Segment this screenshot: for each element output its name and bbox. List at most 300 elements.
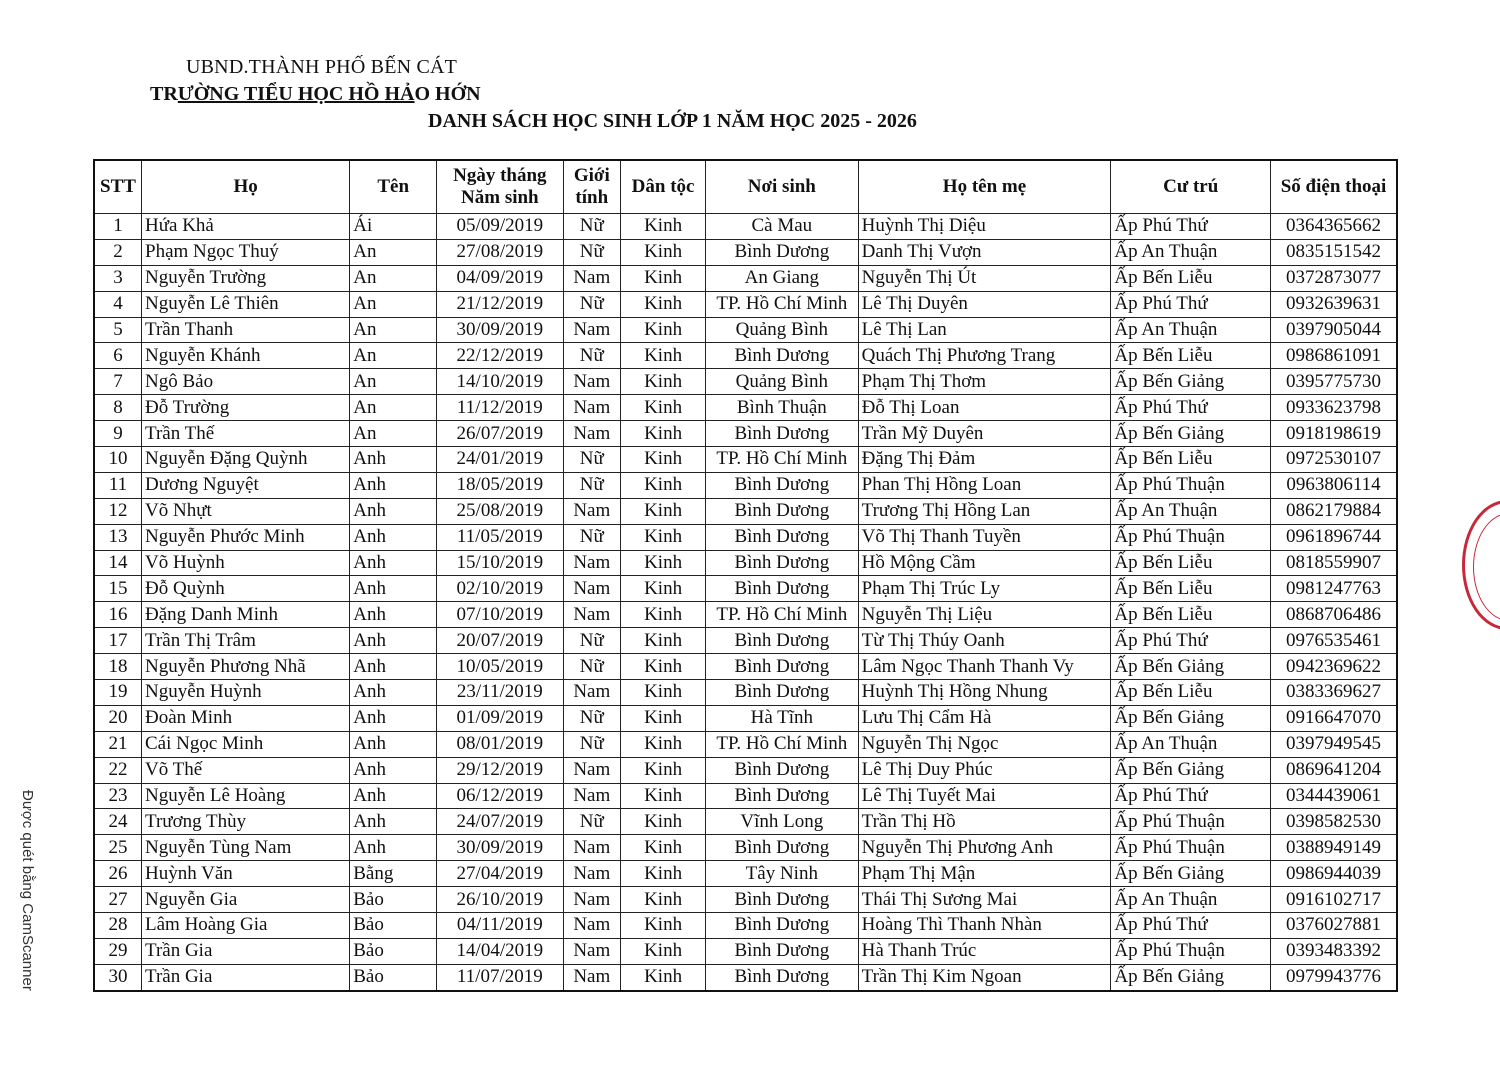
red-seal-inner-ring bbox=[1473, 513, 1500, 621]
cell-ngay-sinh: 10/05/2019 bbox=[437, 654, 563, 680]
table-header-row bbox=[94, 160, 1397, 214]
table-row bbox=[94, 757, 1397, 783]
table-row bbox=[94, 524, 1397, 550]
cell-noi-sinh: Bình Dương bbox=[706, 964, 859, 990]
cell-ho: Trần Thế bbox=[142, 421, 350, 447]
cell-ho-ten-me: Hà Thanh Trúc bbox=[858, 938, 1111, 964]
cell-cu-tru: Ấp Phú Thuận bbox=[1111, 835, 1271, 861]
cell-ngay-sinh: 30/09/2019 bbox=[437, 835, 563, 861]
cell-ho: Võ Thế bbox=[142, 757, 350, 783]
cell-gioi-tinh: Nữ bbox=[563, 291, 621, 317]
cell-gioi-tinh: Nữ bbox=[563, 731, 621, 757]
cell-cu-tru: Ấp Bến Liễu bbox=[1111, 550, 1271, 576]
cell-gioi-tinh: Nữ bbox=[563, 654, 621, 680]
cell-ngay-sinh: 05/09/2019 bbox=[437, 214, 563, 240]
table-row bbox=[94, 265, 1397, 291]
cell-gioi-tinh: Nam bbox=[563, 913, 621, 939]
table-row bbox=[94, 783, 1397, 809]
cell-noi-sinh: Bình Dương bbox=[706, 576, 859, 602]
cell-ngay-sinh: 24/07/2019 bbox=[437, 809, 563, 835]
cell-dan-toc: Kinh bbox=[621, 343, 706, 369]
cell-ho: Ngô Bảo bbox=[142, 369, 350, 395]
cell-sdt: 0397949545 bbox=[1271, 731, 1397, 757]
table-row bbox=[94, 654, 1397, 680]
cell-ngay-sinh: 26/07/2019 bbox=[437, 421, 563, 447]
col-header-ngay-sinh-line2: Năm sinh bbox=[461, 187, 539, 208]
cell-dan-toc: Kinh bbox=[621, 757, 706, 783]
cell-ten: Anh bbox=[350, 680, 437, 706]
cell-ngay-sinh: 30/09/2019 bbox=[437, 317, 563, 343]
cell-gioi-tinh: Nữ bbox=[563, 524, 621, 550]
cell-stt: 23 bbox=[94, 783, 142, 809]
cell-ho-ten-me: Lê Thị Duy Phúc bbox=[858, 757, 1111, 783]
cell-sdt: 0976535461 bbox=[1271, 628, 1397, 654]
table-row bbox=[94, 447, 1397, 473]
cell-noi-sinh: Cà Mau bbox=[706, 214, 859, 240]
cell-sdt: 0344439061 bbox=[1271, 783, 1397, 809]
cell-ten: Anh bbox=[350, 628, 437, 654]
cell-ten: Anh bbox=[350, 602, 437, 628]
cell-ten: An bbox=[350, 421, 437, 447]
cell-noi-sinh: Bình Dương bbox=[706, 628, 859, 654]
cell-noi-sinh: Bình Dương bbox=[706, 550, 859, 576]
cell-cu-tru: Ấp Bến Liễu bbox=[1111, 602, 1271, 628]
cell-stt: 26 bbox=[94, 861, 142, 887]
cell-ngay-sinh: 14/04/2019 bbox=[437, 938, 563, 964]
cell-cu-tru: Ấp Bến Liễu bbox=[1111, 343, 1271, 369]
table-row bbox=[94, 369, 1397, 395]
cell-noi-sinh: Bình Dương bbox=[706, 421, 859, 447]
cell-cu-tru: Ấp Bến Giảng bbox=[1111, 964, 1271, 990]
table-row bbox=[94, 680, 1397, 706]
cell-noi-sinh: TP. Hồ Chí Minh bbox=[706, 731, 859, 757]
table-row bbox=[94, 835, 1397, 861]
cell-ho: Võ Nhựt bbox=[142, 498, 350, 524]
cell-ho-ten-me: Phan Thị Hồng Loan bbox=[858, 472, 1111, 498]
cell-noi-sinh: Bình Dương bbox=[706, 239, 859, 265]
cell-gioi-tinh: Nam bbox=[563, 369, 621, 395]
cell-gioi-tinh: Nam bbox=[563, 757, 621, 783]
cell-ho: Dương Nguyệt bbox=[142, 472, 350, 498]
cell-sdt: 0388949149 bbox=[1271, 835, 1397, 861]
cell-ngay-sinh: 01/09/2019 bbox=[437, 705, 563, 731]
cell-dan-toc: Kinh bbox=[621, 317, 706, 343]
cell-stt: 12 bbox=[94, 498, 142, 524]
cell-gioi-tinh: Nam bbox=[563, 602, 621, 628]
table-row bbox=[94, 731, 1397, 757]
table-row bbox=[94, 291, 1397, 317]
cell-sdt: 0372873077 bbox=[1271, 265, 1397, 291]
cell-ho: Đỗ Trường bbox=[142, 395, 350, 421]
table-row bbox=[94, 395, 1397, 421]
cell-sdt: 0979943776 bbox=[1271, 964, 1397, 990]
cell-noi-sinh: Bình Dương bbox=[706, 835, 859, 861]
cell-cu-tru: Ấp An Thuận bbox=[1111, 887, 1271, 913]
col-header-cu-tru: Cư trú bbox=[1111, 160, 1271, 214]
col-header-ho: Họ bbox=[142, 160, 350, 214]
cell-cu-tru: Ấp Bến Giảng bbox=[1111, 654, 1271, 680]
col-header-gioi-tinh-line1: Giới bbox=[573, 165, 610, 186]
cell-cu-tru: Ấp Bến Giảng bbox=[1111, 421, 1271, 447]
cell-ngay-sinh: 18/05/2019 bbox=[437, 472, 563, 498]
cell-ngay-sinh: 22/12/2019 bbox=[437, 343, 563, 369]
cell-gioi-tinh: Nam bbox=[563, 317, 621, 343]
cell-dan-toc: Kinh bbox=[621, 783, 706, 809]
cell-ten: Ái bbox=[350, 214, 437, 240]
scanner-watermark: Được quét bằng CamScanner bbox=[19, 790, 36, 991]
table-row bbox=[94, 472, 1397, 498]
cell-sdt: 0398582530 bbox=[1271, 809, 1397, 835]
cell-dan-toc: Kinh bbox=[621, 472, 706, 498]
cell-ho: Nguyễn Lê Hoàng bbox=[142, 783, 350, 809]
cell-ngay-sinh: 26/10/2019 bbox=[437, 887, 563, 913]
col-header-ten: Tên bbox=[350, 160, 437, 214]
cell-ten: Anh bbox=[350, 705, 437, 731]
cell-cu-tru: Ấp Bến Liễu bbox=[1111, 576, 1271, 602]
cell-gioi-tinh: Nữ bbox=[563, 705, 621, 731]
cell-ho-ten-me: Huỳnh Thị Hồng Nhung bbox=[858, 680, 1111, 706]
cell-cu-tru: Ấp Bến Liễu bbox=[1111, 265, 1271, 291]
cell-ngay-sinh: 15/10/2019 bbox=[437, 550, 563, 576]
cell-ten: An bbox=[350, 369, 437, 395]
cell-cu-tru: Ấp An Thuận bbox=[1111, 498, 1271, 524]
table-row bbox=[94, 809, 1397, 835]
cell-sdt: 0916647070 bbox=[1271, 705, 1397, 731]
cell-ten: An bbox=[350, 291, 437, 317]
cell-dan-toc: Kinh bbox=[621, 265, 706, 291]
col-header-sdt: Số điện thoại bbox=[1271, 160, 1397, 214]
cell-ngay-sinh: 04/11/2019 bbox=[437, 913, 563, 939]
cell-sdt: 0395775730 bbox=[1271, 369, 1397, 395]
cell-ten: Anh bbox=[350, 498, 437, 524]
cell-sdt: 0383369627 bbox=[1271, 680, 1397, 706]
cell-ho-ten-me: Phạm Thị Trúc Ly bbox=[858, 576, 1111, 602]
cell-ho-ten-me: Danh Thị Vượn bbox=[858, 239, 1111, 265]
cell-ngay-sinh: 27/08/2019 bbox=[437, 239, 563, 265]
cell-ho: Nguyễn Phước Minh bbox=[142, 524, 350, 550]
cell-gioi-tinh: Nữ bbox=[563, 447, 621, 473]
cell-stt: 3 bbox=[94, 265, 142, 291]
cell-ho-ten-me: Nguyễn Thị Phương Anh bbox=[858, 835, 1111, 861]
cell-noi-sinh: Bình Dương bbox=[706, 343, 859, 369]
cell-cu-tru: Ấp Bến Giảng bbox=[1111, 705, 1271, 731]
cell-cu-tru: Ấp An Thuận bbox=[1111, 239, 1271, 265]
cell-ten: Bằng bbox=[350, 861, 437, 887]
cell-ho: Nguyễn Lê Thiên bbox=[142, 291, 350, 317]
cell-ten: Anh bbox=[350, 757, 437, 783]
cell-gioi-tinh: Nam bbox=[563, 421, 621, 447]
cell-ten: An bbox=[350, 343, 437, 369]
table-row bbox=[94, 861, 1397, 887]
cell-ho-ten-me: Lê Thị Duyên bbox=[858, 291, 1111, 317]
cell-noi-sinh: TP. Hồ Chí Minh bbox=[706, 447, 859, 473]
cell-gioi-tinh: Nam bbox=[563, 887, 621, 913]
table-row bbox=[94, 214, 1397, 240]
table-row bbox=[94, 239, 1397, 265]
cell-sdt: 0961896744 bbox=[1271, 524, 1397, 550]
cell-ho-ten-me: Đặng Thị Đảm bbox=[858, 447, 1111, 473]
cell-sdt: 0932639631 bbox=[1271, 291, 1397, 317]
cell-gioi-tinh: Nam bbox=[563, 964, 621, 990]
cell-ten: Bảo bbox=[350, 913, 437, 939]
cell-noi-sinh: Bình Dương bbox=[706, 680, 859, 706]
cell-noi-sinh: Quảng Bình bbox=[706, 317, 859, 343]
table-row bbox=[94, 887, 1397, 913]
cell-dan-toc: Kinh bbox=[621, 680, 706, 706]
cell-dan-toc: Kinh bbox=[621, 861, 706, 887]
cell-dan-toc: Kinh bbox=[621, 421, 706, 447]
cell-ngay-sinh: 14/10/2019 bbox=[437, 369, 563, 395]
cell-cu-tru: Ấp An Thuận bbox=[1111, 731, 1271, 757]
cell-gioi-tinh: Nữ bbox=[563, 809, 621, 835]
cell-ho: Đặng Danh Minh bbox=[142, 602, 350, 628]
table-row bbox=[94, 421, 1397, 447]
cell-stt: 9 bbox=[94, 421, 142, 447]
cell-ten: Anh bbox=[350, 472, 437, 498]
col-header-ho-ten-me: Họ tên mẹ bbox=[858, 160, 1111, 214]
cell-dan-toc: Kinh bbox=[621, 239, 706, 265]
cell-gioi-tinh: Nữ bbox=[563, 472, 621, 498]
cell-stt: 1 bbox=[94, 214, 142, 240]
table-row bbox=[94, 550, 1397, 576]
cell-noi-sinh: TP. Hồ Chí Minh bbox=[706, 291, 859, 317]
cell-dan-toc: Kinh bbox=[621, 550, 706, 576]
cell-stt: 29 bbox=[94, 938, 142, 964]
cell-ten: Anh bbox=[350, 809, 437, 835]
cell-ho-ten-me: Phạm Thị Mận bbox=[858, 861, 1111, 887]
cell-ho-ten-me: Nguyễn Thị Ngọc bbox=[858, 731, 1111, 757]
table-row bbox=[94, 938, 1397, 964]
cell-ten: Bảo bbox=[350, 887, 437, 913]
table-row bbox=[94, 628, 1397, 654]
cell-noi-sinh: Bình Dương bbox=[706, 913, 859, 939]
cell-stt: 7 bbox=[94, 369, 142, 395]
cell-ten: An bbox=[350, 395, 437, 421]
cell-stt: 2 bbox=[94, 239, 142, 265]
student-list-table bbox=[93, 159, 1398, 992]
cell-ho: Nguyễn Đặng Quỳnh bbox=[142, 447, 350, 473]
cell-ngay-sinh: 21/12/2019 bbox=[437, 291, 563, 317]
cell-ten: Bảo bbox=[350, 938, 437, 964]
cell-cu-tru: Ấp Bến Giảng bbox=[1111, 757, 1271, 783]
cell-gioi-tinh: Nam bbox=[563, 938, 621, 964]
cell-cu-tru: Ấp Phú Thứ bbox=[1111, 214, 1271, 240]
col-header-gioi-tinh bbox=[563, 160, 621, 214]
cell-cu-tru: Ấp Phú Thứ bbox=[1111, 913, 1271, 939]
cell-dan-toc: Kinh bbox=[621, 602, 706, 628]
school-name bbox=[150, 83, 481, 106]
student-rows bbox=[94, 214, 1397, 991]
cell-sdt: 0376027881 bbox=[1271, 913, 1397, 939]
cell-cu-tru: Ấp Bến Giảng bbox=[1111, 369, 1271, 395]
cell-stt: 16 bbox=[94, 602, 142, 628]
cell-gioi-tinh: Nam bbox=[563, 783, 621, 809]
cell-sdt: 0963806114 bbox=[1271, 472, 1397, 498]
table-row bbox=[94, 913, 1397, 939]
col-header-dan-toc: Dân tộc bbox=[621, 160, 706, 214]
document-title: DANH SÁCH HỌC SINH LỚP 1 NĂM HỌC 2025 - 2026 bbox=[428, 110, 917, 132]
cell-cu-tru: Ấp Bến Liễu bbox=[1111, 680, 1271, 706]
cell-dan-toc: Kinh bbox=[621, 835, 706, 861]
cell-ten: Bảo bbox=[350, 964, 437, 990]
cell-stt: 18 bbox=[94, 654, 142, 680]
cell-ho-ten-me: Trần Thị Hồ bbox=[858, 809, 1111, 835]
col-header-ngay-sinh-line1: Ngày tháng bbox=[453, 165, 547, 186]
cell-sdt: 0364365662 bbox=[1271, 214, 1397, 240]
cell-noi-sinh: Bình Dương bbox=[706, 757, 859, 783]
cell-ho: Nguyễn Gia bbox=[142, 887, 350, 913]
cell-sdt: 0862179884 bbox=[1271, 498, 1397, 524]
school-name-underlined: ƯỜNG TIỂU HỌC HỒ HẢ bbox=[177, 83, 415, 105]
cell-sdt: 0869641204 bbox=[1271, 757, 1397, 783]
cell-ho-ten-me: Võ Thị Thanh Tuyền bbox=[858, 524, 1111, 550]
cell-ho: Nguyễn Trường bbox=[142, 265, 350, 291]
cell-stt: 6 bbox=[94, 343, 142, 369]
cell-ho: Lâm Hoàng Gia bbox=[142, 913, 350, 939]
cell-ngay-sinh: 25/08/2019 bbox=[437, 498, 563, 524]
cell-ten: Anh bbox=[350, 576, 437, 602]
cell-ho: Nguyễn Phương Nhã bbox=[142, 654, 350, 680]
col-header-ngay-sinh bbox=[437, 160, 563, 214]
cell-sdt: 0393483392 bbox=[1271, 938, 1397, 964]
cell-sdt: 0918198619 bbox=[1271, 421, 1397, 447]
cell-ho: Cái Ngọc Minh bbox=[142, 731, 350, 757]
table-row bbox=[94, 343, 1397, 369]
cell-cu-tru: Ấp An Thuận bbox=[1111, 317, 1271, 343]
cell-stt: 21 bbox=[94, 731, 142, 757]
cell-gioi-tinh: Nữ bbox=[563, 239, 621, 265]
cell-noi-sinh: An Giang bbox=[706, 265, 859, 291]
cell-stt: 24 bbox=[94, 809, 142, 835]
cell-stt: 17 bbox=[94, 628, 142, 654]
cell-dan-toc: Kinh bbox=[621, 938, 706, 964]
cell-noi-sinh: Tây Ninh bbox=[706, 861, 859, 887]
cell-ngay-sinh: 04/09/2019 bbox=[437, 265, 563, 291]
cell-noi-sinh: Bình Dương bbox=[706, 887, 859, 913]
cell-cu-tru: Ấp Bến Giảng bbox=[1111, 861, 1271, 887]
cell-sdt: 0981247763 bbox=[1271, 576, 1397, 602]
cell-ngay-sinh: 29/12/2019 bbox=[437, 757, 563, 783]
cell-ho-ten-me: Lâm Ngọc Thanh Thanh Vy bbox=[858, 654, 1111, 680]
cell-ho-ten-me: Thái Thị Sương Mai bbox=[858, 887, 1111, 913]
cell-sdt: 0986861091 bbox=[1271, 343, 1397, 369]
cell-ten: Anh bbox=[350, 447, 437, 473]
cell-stt: 8 bbox=[94, 395, 142, 421]
cell-sdt: 0986944039 bbox=[1271, 861, 1397, 887]
table-row bbox=[94, 964, 1397, 990]
authority-header: UBND.THÀNH PHỐ BẾN CÁT bbox=[186, 56, 458, 78]
cell-noi-sinh: Vĩnh Long bbox=[706, 809, 859, 835]
cell-ho-ten-me: Phạm Thị Thơm bbox=[858, 369, 1111, 395]
cell-dan-toc: Kinh bbox=[621, 576, 706, 602]
cell-dan-toc: Kinh bbox=[621, 731, 706, 757]
cell-stt: 19 bbox=[94, 680, 142, 706]
cell-stt: 11 bbox=[94, 472, 142, 498]
cell-ho-ten-me: Hồ Mộng Cầm bbox=[858, 550, 1111, 576]
cell-dan-toc: Kinh bbox=[621, 291, 706, 317]
cell-dan-toc: Kinh bbox=[621, 524, 706, 550]
cell-dan-toc: Kinh bbox=[621, 447, 706, 473]
cell-noi-sinh: Bình Dương bbox=[706, 938, 859, 964]
cell-ho-ten-me: Trương Thị Hồng Lan bbox=[858, 498, 1111, 524]
cell-cu-tru: Ấp Phú Thứ bbox=[1111, 628, 1271, 654]
cell-ho: Huỳnh Văn bbox=[142, 861, 350, 887]
cell-gioi-tinh: Nam bbox=[563, 576, 621, 602]
cell-cu-tru: Ấp Phú Thuận bbox=[1111, 938, 1271, 964]
cell-ho-ten-me: Trần Mỹ Duyên bbox=[858, 421, 1111, 447]
cell-dan-toc: Kinh bbox=[621, 887, 706, 913]
cell-ho: Trần Thanh bbox=[142, 317, 350, 343]
col-header-gioi-tinh-line2: tính bbox=[575, 187, 609, 208]
cell-ho-ten-me: Lưu Thị Cẩm Hà bbox=[858, 705, 1111, 731]
cell-stt: 20 bbox=[94, 705, 142, 731]
cell-dan-toc: Kinh bbox=[621, 964, 706, 990]
cell-gioi-tinh: Nam bbox=[563, 498, 621, 524]
cell-ho: Trần Gia bbox=[142, 964, 350, 990]
cell-ten: An bbox=[350, 265, 437, 291]
cell-ho-ten-me: Huỳnh Thị Diệu bbox=[858, 214, 1111, 240]
cell-sdt: 0942369622 bbox=[1271, 654, 1397, 680]
cell-ten: An bbox=[350, 239, 437, 265]
cell-ho-ten-me: Nguyễn Thị Liệu bbox=[858, 602, 1111, 628]
cell-ho-ten-me: Từ Thị Thúy Oanh bbox=[858, 628, 1111, 654]
cell-gioi-tinh: Nam bbox=[563, 680, 621, 706]
cell-ngay-sinh: 24/01/2019 bbox=[437, 447, 563, 473]
cell-ngay-sinh: 27/04/2019 bbox=[437, 861, 563, 887]
cell-stt: 22 bbox=[94, 757, 142, 783]
cell-gioi-tinh: Nam bbox=[563, 265, 621, 291]
cell-ho: Nguyễn Khánh bbox=[142, 343, 350, 369]
cell-ten: An bbox=[350, 317, 437, 343]
cell-ho: Hứa Khả bbox=[142, 214, 350, 240]
cell-ho: Phạm Ngọc Thuý bbox=[142, 239, 350, 265]
cell-ngay-sinh: 11/12/2019 bbox=[437, 395, 563, 421]
cell-ho: Nguyễn Huỳnh bbox=[142, 680, 350, 706]
cell-stt: 4 bbox=[94, 291, 142, 317]
school-name-prefix: TR bbox=[150, 83, 178, 105]
cell-cu-tru: Ấp Phú Thuận bbox=[1111, 809, 1271, 835]
cell-gioi-tinh: Nữ bbox=[563, 628, 621, 654]
cell-dan-toc: Kinh bbox=[621, 654, 706, 680]
cell-ten: Anh bbox=[350, 783, 437, 809]
cell-ngay-sinh: 07/10/2019 bbox=[437, 602, 563, 628]
cell-ngay-sinh: 20/07/2019 bbox=[437, 628, 563, 654]
cell-ho: Trần Thị Trâm bbox=[142, 628, 350, 654]
cell-sdt: 0933623798 bbox=[1271, 395, 1397, 421]
cell-ho-ten-me: Trần Thị Kim Ngoan bbox=[858, 964, 1111, 990]
cell-stt: 30 bbox=[94, 964, 142, 990]
table-row bbox=[94, 576, 1397, 602]
cell-gioi-tinh: Nam bbox=[563, 395, 621, 421]
cell-sdt: 0972530107 bbox=[1271, 447, 1397, 473]
cell-ho: Trần Gia bbox=[142, 938, 350, 964]
cell-noi-sinh: Bình Dương bbox=[706, 783, 859, 809]
cell-sdt: 0916102717 bbox=[1271, 887, 1397, 913]
cell-noi-sinh: Bình Dương bbox=[706, 472, 859, 498]
cell-cu-tru: Ấp Phú Thuận bbox=[1111, 524, 1271, 550]
cell-noi-sinh: TP. Hồ Chí Minh bbox=[706, 602, 859, 628]
cell-ten: Anh bbox=[350, 654, 437, 680]
cell-ten: Anh bbox=[350, 550, 437, 576]
cell-dan-toc: Kinh bbox=[621, 214, 706, 240]
cell-ho-ten-me: Nguyễn Thị Út bbox=[858, 265, 1111, 291]
cell-cu-tru: Ấp Phú Thứ bbox=[1111, 395, 1271, 421]
cell-dan-toc: Kinh bbox=[621, 395, 706, 421]
cell-ngay-sinh: 11/05/2019 bbox=[437, 524, 563, 550]
cell-ho: Trương Thùy bbox=[142, 809, 350, 835]
cell-ho-ten-me: Đỗ Thị Loan bbox=[858, 395, 1111, 421]
cell-gioi-tinh: Nam bbox=[563, 550, 621, 576]
